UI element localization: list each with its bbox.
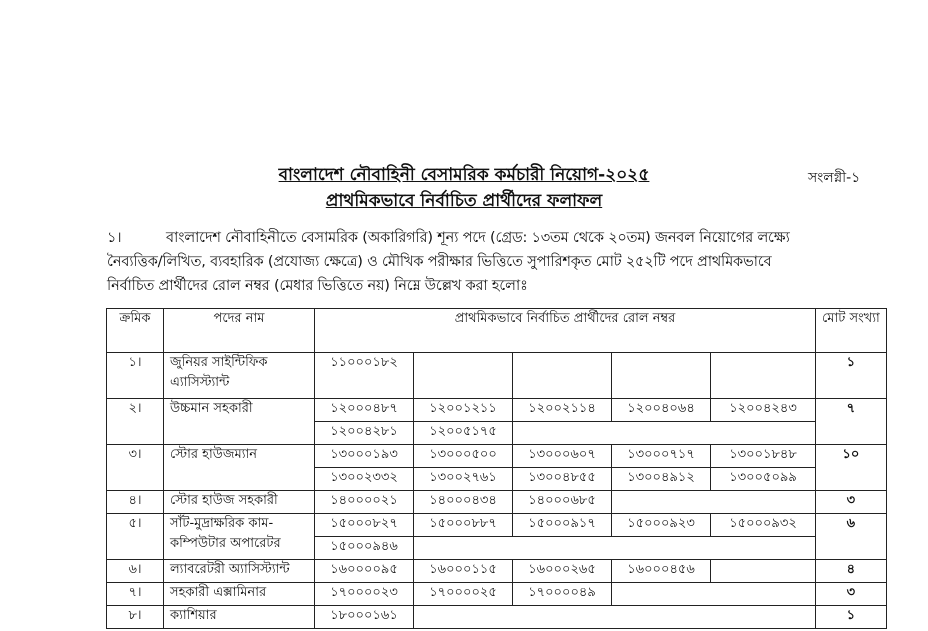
cell-serial: ১।: [107, 353, 164, 399]
cell-post-name: ক্যাশিয়ার: [164, 606, 315, 629]
cell-total: ৭: [816, 399, 887, 445]
cell-post-name: [164, 514, 315, 560]
cell-roll: ১৭০০০০২৩: [315, 583, 414, 606]
cell-roll: ১৩০০০৭১৭: [612, 445, 711, 468]
intro-line-1: বাংলাদেশ নৌবাহিনীতে বেসামরিক (অকারিগরি) শূন্য পদে (গ্রেড: ১৩তম থেকে ২০তম) জনবল নিয়োগের লক্ষ্যে: [166, 230, 790, 246]
cell-serial: ৫।: [107, 514, 164, 560]
cell-roll: ১৫০০০৯১৭: [513, 514, 612, 537]
cell-roll: ১১০০০১৮২: [315, 353, 414, 399]
header-post-name: পদের নাম: [164, 309, 315, 353]
header-serial: ক্রমিক: [107, 309, 164, 353]
cell-serial: ৬।: [107, 560, 164, 583]
cell-total: ১: [816, 606, 887, 629]
annex-label: সংলগ্নী-১: [808, 170, 861, 186]
cell-roll: ১৩০০৪৯১২: [612, 468, 711, 491]
cell-roll: ১৩০০২৩৩২: [315, 468, 414, 491]
table-row: [107, 583, 887, 606]
paragraph-number: ১।: [107, 230, 122, 246]
cell-roll: ১৮০০০১৬১: [315, 606, 414, 629]
cell-roll: ১৫০০০৯৩২: [711, 514, 816, 537]
cell-serial: ৮।: [107, 606, 164, 629]
cell-empty: [414, 353, 513, 399]
cell-post-name: সহকারী এক্সামিনার: [164, 583, 315, 606]
table-row: [107, 491, 887, 514]
cell-total: ৩: [816, 583, 887, 606]
cell-roll: ১৩০০৫০৯৯: [711, 468, 816, 491]
intro-line-2: নৈব্যত্তিক/লিখিত, ব্যবহারিক (প্রযোজ্য ক্ষেত্রে) ও মৌখিক পরীক্ষার ভিত্তিতে সুপারিশকৃত মোট ২৫২টি পদে প্রাথমিকভাবে: [107, 254, 772, 270]
cell-roll: ১২০০৪২৪৩: [711, 399, 816, 422]
cell-roll: ১৪০০০৬৮৫: [513, 491, 612, 514]
header-total: মোট সংখ্যা: [816, 309, 887, 353]
header-roll-numbers: প্রাথমিকভাবে নির্বাচিত প্রার্থীদের রোল নম্বর: [315, 309, 816, 353]
cell-roll: ১৩০০১৮৪৮: [711, 445, 816, 468]
cell-post-name: ল্যাবরেটরী অ্যাসিস্ট্যান্ট: [164, 560, 315, 583]
cell-roll: ১৬০০০১১৫: [414, 560, 513, 583]
document-subtitle: প্রাথমিকভাবে নির্বাচিত প্রার্থীদের ফলাফল: [325, 191, 603, 211]
cell-roll: ১৩০০০৫০০: [414, 445, 513, 468]
cell-serial: ২।: [107, 399, 164, 445]
cell-roll: ১৬০০০০৯৫: [315, 560, 414, 583]
cell-roll: ১৬০০০৪৫৬: [612, 560, 711, 583]
cell-roll: ১৩০০৪৮৫৫: [513, 468, 612, 491]
cell-serial: ৩।: [107, 445, 164, 491]
cell-roll: ১৬০০০২৬৫: [513, 560, 612, 583]
intro-line-3: নির্বাচিত প্রার্থীদের রোল নম্বর (মেধার ভিত্তিতে নয়) নিম্নে উল্লেখ করা হলোঃ: [107, 278, 528, 294]
table-row: [107, 606, 887, 629]
cell-empty: [711, 560, 816, 583]
cell-post-name: জুনিয়র সাইন্টিফিক এ্যাসিস্ট্যান্ট: [164, 353, 315, 399]
cell-serial: ৭।: [107, 583, 164, 606]
cell-post-name: স্টোর হাউজ সহকারী: [164, 491, 315, 514]
table-header-row: [107, 309, 887, 353]
cell-total: ৬: [816, 514, 887, 560]
table-row: [107, 353, 887, 399]
cell-roll: ১৩০০২৭৬১: [414, 468, 513, 491]
cell-total: ১: [816, 353, 887, 399]
cell-roll: ১২০০২১১৪: [513, 399, 612, 422]
cell-roll: ১৭০০০০২৫: [414, 583, 513, 606]
cell-empty: [612, 491, 816, 514]
cell-post-name: উচ্চমান সহকারী: [164, 399, 315, 445]
cell-post-name: স্টোর হাউজম্যান: [164, 445, 315, 491]
cell-total: ৩: [816, 491, 887, 514]
cell-roll: ১২০০৪২৮১: [315, 422, 414, 445]
cell-roll: ১২০০০৪৮৭: [315, 399, 414, 422]
cell-roll: ১৫০০০৮২৭: [315, 514, 414, 537]
table-row: [107, 445, 887, 468]
cell-empty: [513, 353, 612, 399]
cell-roll: ১৪০০০০২১: [315, 491, 414, 514]
cell-empty: [513, 422, 816, 445]
cell-empty: [612, 353, 711, 399]
results-table: [106, 308, 887, 629]
cell-roll: ১৫০০০৯৪৬: [315, 537, 414, 560]
cell-roll: ১২০০১২১১: [414, 399, 513, 422]
table-row: [107, 514, 887, 537]
post-name-line: কম্পিউটার অপারেটর: [170, 536, 281, 551]
cell-roll: ১৫০০০৯২৩: [612, 514, 711, 537]
cell-serial: ৪।: [107, 491, 164, 514]
cell-roll: ১৩০০০৬০৭: [513, 445, 612, 468]
cell-roll: ১২০০৫১৭৫: [414, 422, 513, 445]
cell-roll: ১৫০০০৮৮৭: [414, 514, 513, 537]
cell-roll: ১২০০৪০৬৪: [612, 399, 711, 422]
table-row: [107, 560, 887, 583]
cell-total: ১০: [816, 445, 887, 491]
cell-roll: ১৭০০০০৪৯: [513, 583, 612, 606]
cell-empty: [711, 353, 816, 399]
cell-empty: [414, 606, 816, 629]
cell-total: ৪: [816, 560, 887, 583]
cell-roll: ১৩০০০১৯৩: [315, 445, 414, 468]
post-name-line: সাঁট-মুদ্রাক্ষরিক কাম-: [170, 516, 274, 531]
cell-empty: [414, 537, 816, 560]
cell-empty: [612, 583, 816, 606]
table-row: [107, 399, 887, 422]
document-title: বাংলাদেশ নৌবাহিনী বেসামরিক কর্মচারী নিয়োগ-২০২৫: [278, 165, 650, 185]
cell-roll: ১৪০০০৪৩৪: [414, 491, 513, 514]
